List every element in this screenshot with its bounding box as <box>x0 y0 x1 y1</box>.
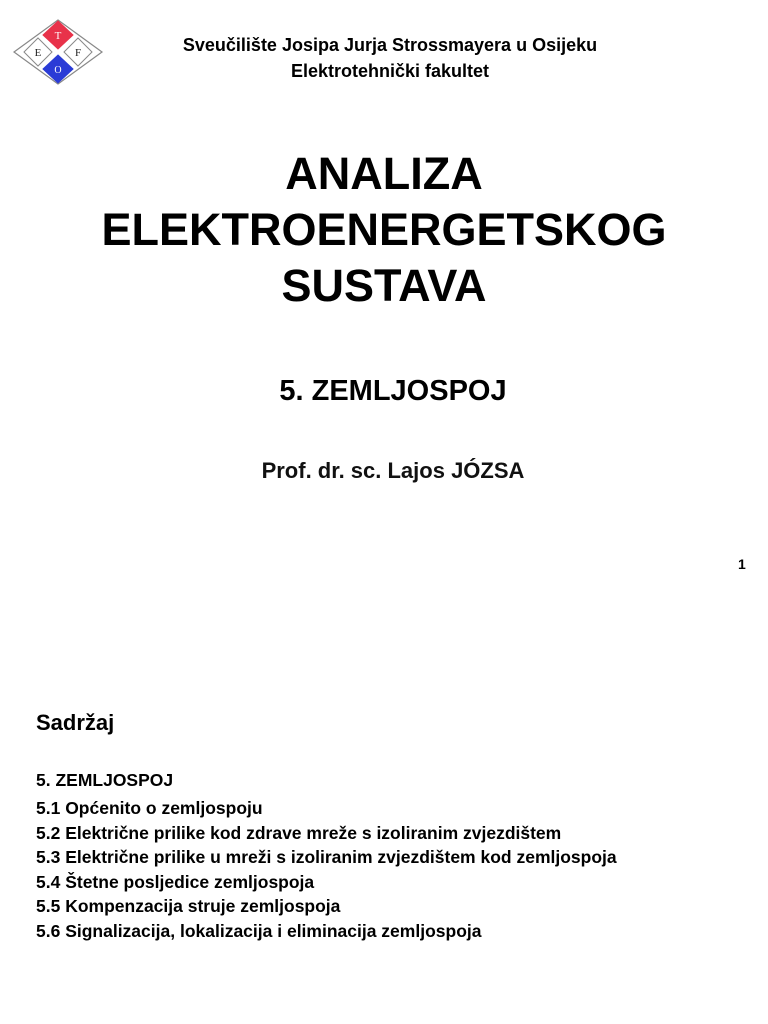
faculty-logo <box>12 18 104 86</box>
svg-text:F: F <box>74 47 82 59</box>
page-number: 1 <box>738 556 746 572</box>
contents-item: 5.6 Signalizacija, lokalizacija i eliminacija zemljospoja <box>36 920 482 941</box>
title-line-3: SUSTAVA <box>281 260 487 311</box>
contents-list <box>36 768 756 943</box>
contents-item: 5.5 Kompenzacija struje zemljospoja <box>36 896 341 916</box>
title-line-2: ELEKTROENERGETSKOG <box>101 204 667 255</box>
contents-item: 5.4 Štetne posljedice zemljospoja <box>36 871 315 892</box>
contents-item: 5. ZEMLJOSPOJ <box>36 770 174 790</box>
faculty-name: Elektrotehnički fakultet <box>290 61 490 81</box>
svg-text:E: E <box>34 47 42 59</box>
chapter-title: 5. ZEMLJOSPOJ <box>279 375 507 407</box>
university-name: Sveučilište Josipa Jurja Strossmayera u Osijeku <box>182 35 598 55</box>
contents-item: 5.1 Općenito o zemljospoju <box>36 798 263 818</box>
title-line-1: ANALIZA <box>285 148 483 199</box>
svg-text:O: O <box>54 65 62 76</box>
author-name: Prof. dr. sc. Lajos JÓZSA <box>261 458 525 483</box>
etf-logo-icon <box>12 18 104 86</box>
contents-heading: Sadržaj <box>36 710 115 735</box>
contents-item: 5.2 Električne prilike kod zdrave mreže s izoliranim zvjezdištem <box>36 822 562 843</box>
svg-text:T: T <box>54 30 62 42</box>
header <box>110 32 670 84</box>
document-title <box>0 146 768 314</box>
contents-item: 5.3 Električne prilike u mreži s izoliranim zvjezdištem kod zemljospoja <box>36 847 617 867</box>
